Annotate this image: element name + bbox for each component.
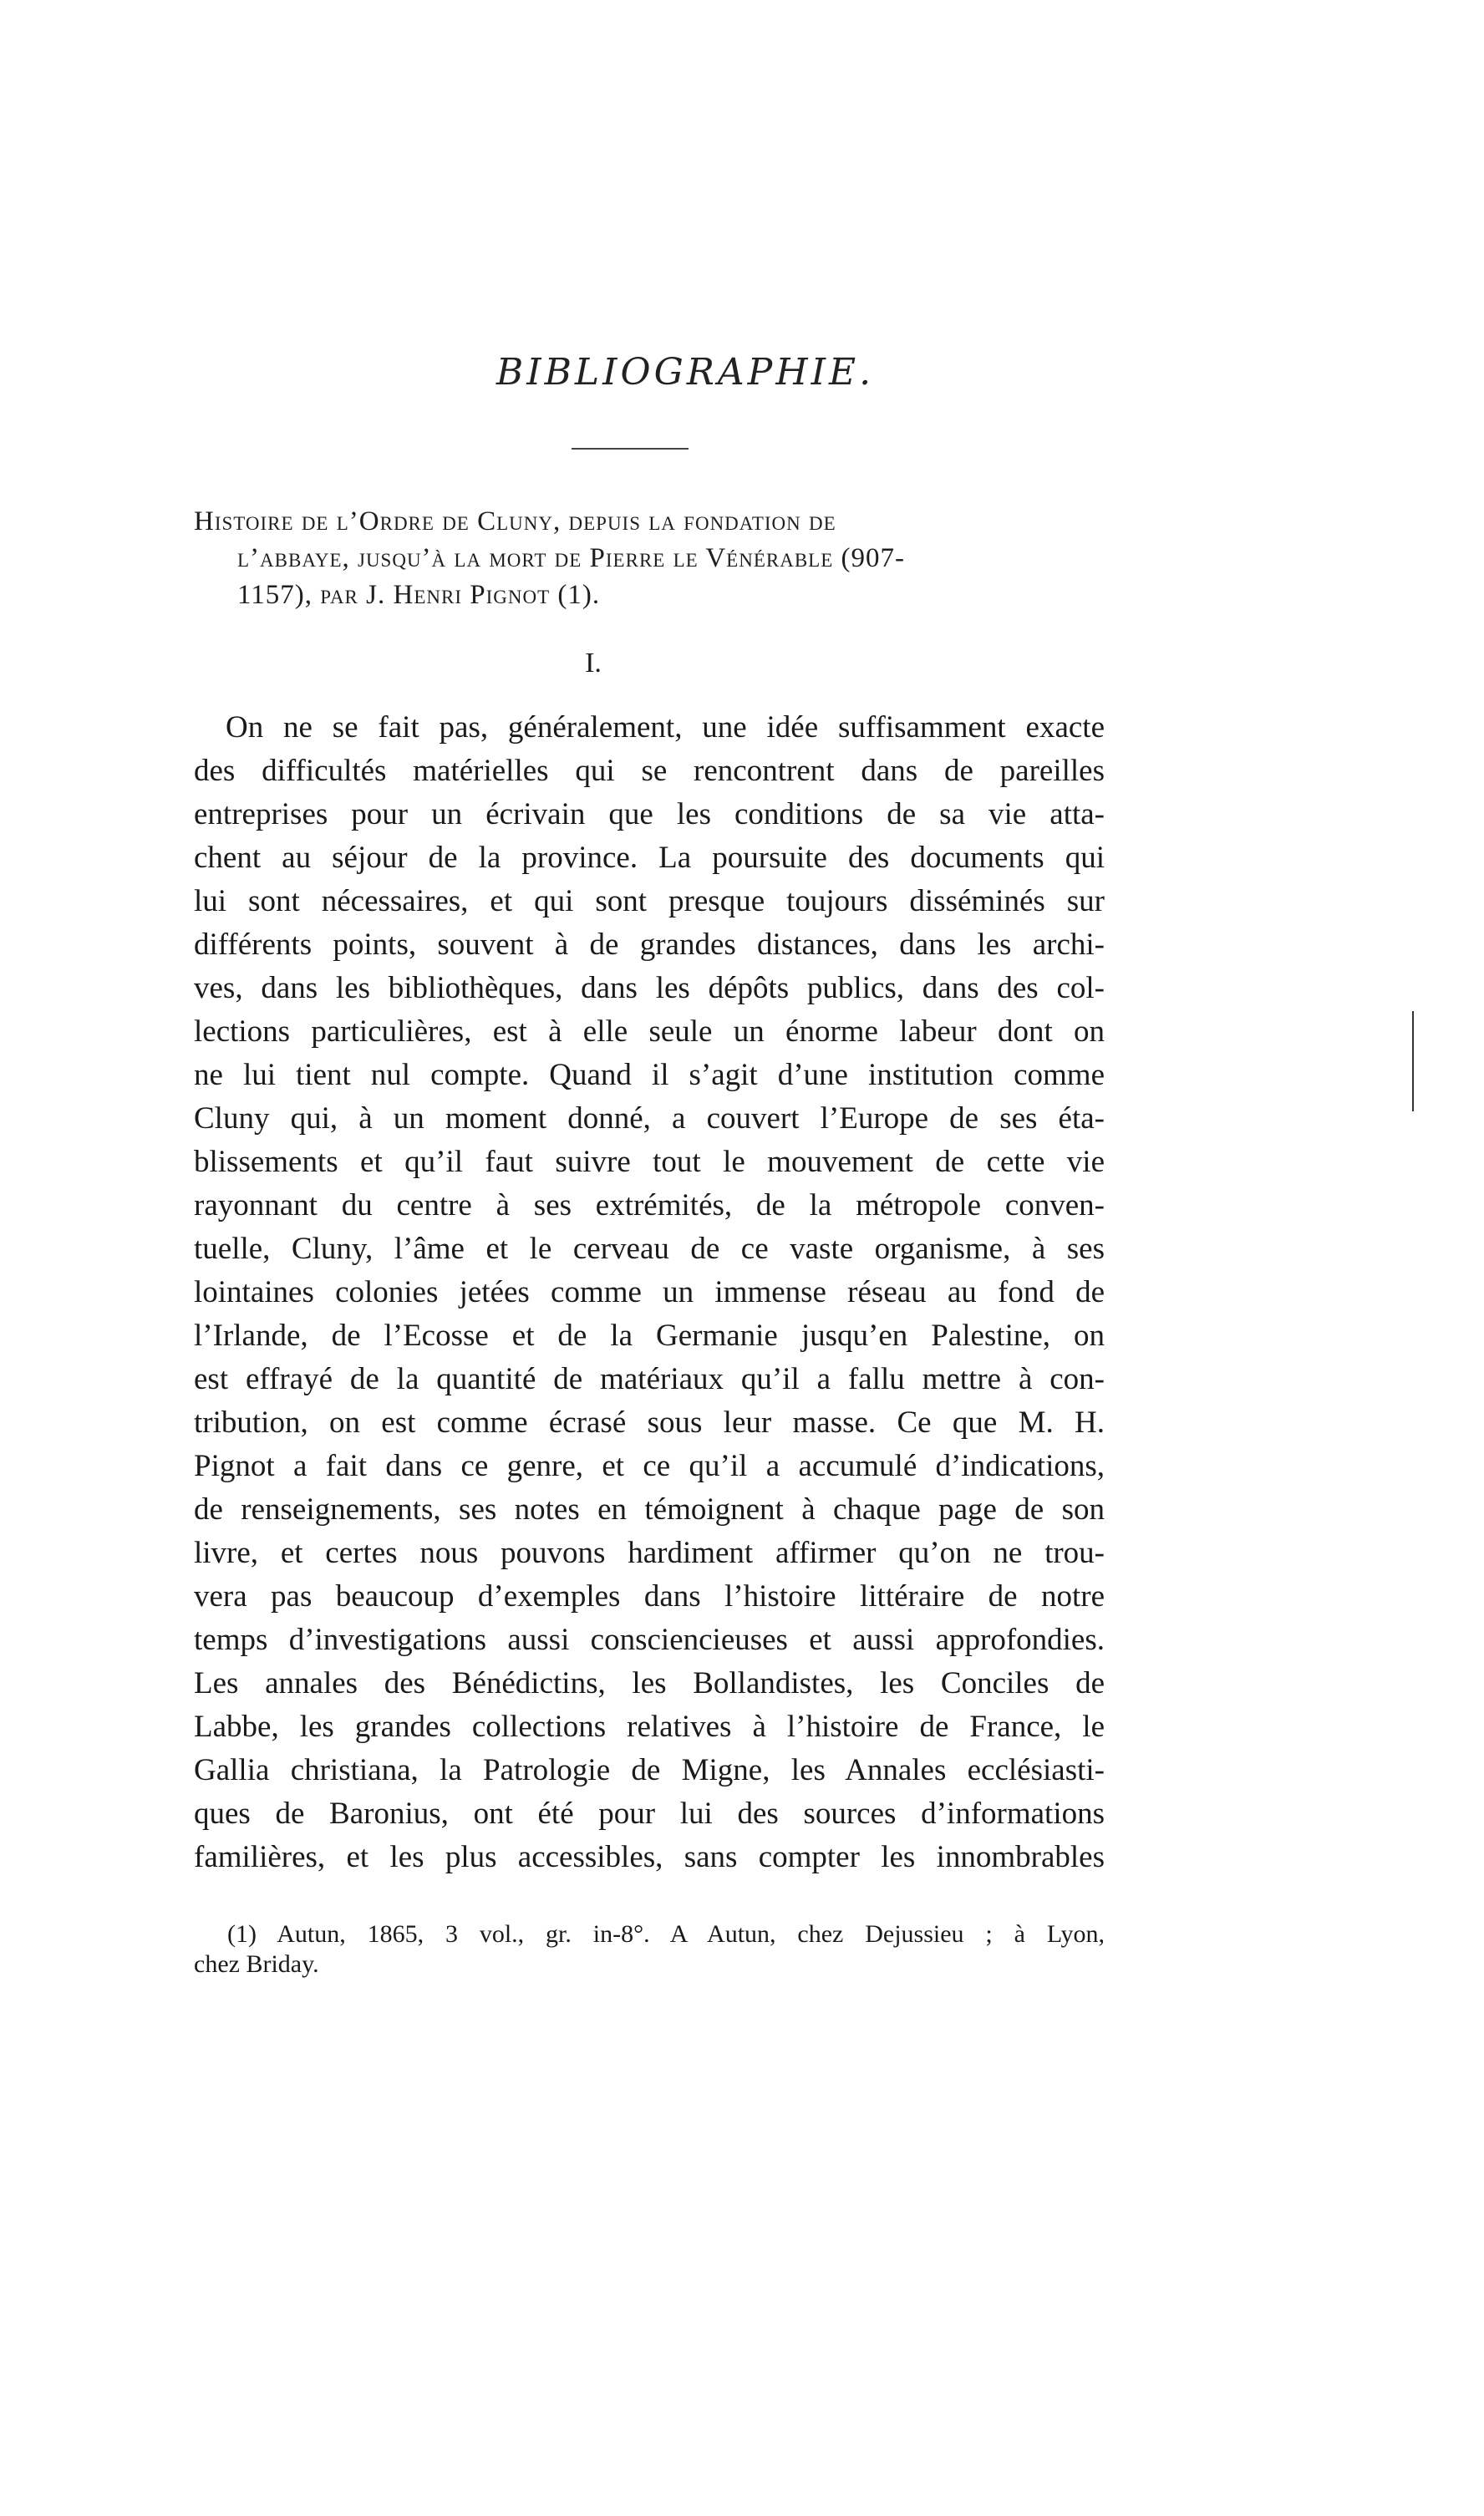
book-heading-line-2: l’abbaye, jusqu’à la mort de Pierre le Vénérable (907- [237, 543, 905, 573]
body-line: chent au séjour de la province. La poursuite des documents qui [194, 841, 1105, 875]
body-line: est effrayé de la quantité de matériaux qu’il a fallu mettre à con- [194, 1362, 1105, 1396]
body-line: lui sont nécessaires, et qui sont presque toujours disséminés sur [194, 884, 1105, 918]
body-line: livre, et certes nous pouvons hardiment affirmer qu’on ne trou- [194, 1536, 1105, 1570]
body-line: tuelle, Cluny, l’âme et le cerveau de ce vaste organisme, à ses [194, 1232, 1105, 1266]
body-line: l’Irlande, de l’Ecosse et de la Germanie jusqu’en Palestine, on [194, 1319, 1105, 1353]
body-line: des difficultés matérielles qui se rencontrent dans de pareilles [194, 754, 1105, 788]
title-divider [572, 448, 689, 450]
body-line: familières, et les plus accessibles, sans compter les innombrables [194, 1840, 1105, 1874]
body-line: Les annales des Bénédictins, les Bollandistes, les Conciles de [194, 1666, 1105, 1700]
footnote [194, 1919, 1105, 1980]
book-heading [194, 503, 1105, 613]
section-title: BIBLIOGRAPHIE. [496, 351, 875, 394]
body-line: lointaines colonies jetées comme un immense réseau au fond de [194, 1275, 1105, 1309]
book-heading-line-1: Histoire de l’Ordre de Cluny, depuis la fondation de [194, 506, 836, 536]
body-line: ne lui tient nul compte. Quand il s’agit d’une institution comme [194, 1058, 1105, 1092]
footnote-line-1: (1) Autun, 1865, 3 vol., gr. in-8°. A Autun, chez Dejussieu ; à Lyon, [227, 1920, 1105, 1948]
body-line: Pignot a fait dans ce genre, et ce qu’il a accumulé d’indications, [194, 1449, 1105, 1483]
body-line: tribution, on est comme écrasé sous leur masse. Ce que M. H. [194, 1405, 1105, 1440]
body-line: rayonnant du centre à ses extrémités, de la métropole conven- [194, 1188, 1105, 1222]
body-line: Gallia christiana, la Patrologie de Migne, les Annales ecclésiasti- [194, 1753, 1105, 1787]
body-line: entreprises pour un écrivain que les conditions de sa vie atta- [194, 797, 1105, 831]
margin-mark [1412, 1011, 1414, 1111]
body-paragraph [194, 706, 1105, 1879]
body-line: Cluny qui, à un moment donné, a couvert l’Europe de ses éta- [194, 1101, 1105, 1136]
body-line: ves, dans les bibliothèques, dans les dépôts publics, dans des col- [194, 971, 1105, 1005]
body-line: Labbe, les grandes collections relatives à l’histoire de France, le [194, 1710, 1105, 1744]
body-line: lections particulières, est à elle seule un énorme labeur dont on [194, 1014, 1105, 1049]
footnote-line-2: chez Briday. [194, 1950, 319, 1978]
body-line: ques de Baronius, ont été pour lui des sources d’informations [194, 1797, 1105, 1831]
body-line: blissements et qu’il faut suivre tout le mouvement de cette vie [194, 1145, 1105, 1179]
body-line: temps d’investigations aussi consciencieuses et aussi approfondies. [194, 1623, 1105, 1657]
book-heading-line-3: 1157), par J. Henri Pignot (1). [237, 580, 601, 610]
body-line: vera pas beaucoup d’exemples dans l’histoire littéraire de notre [194, 1579, 1105, 1614]
chapter-number: I. [585, 648, 602, 679]
body-line: de renseignements, ses notes en témoignent à chaque page de son [194, 1492, 1105, 1527]
body-line: On ne se fait pas, généralement, une idée suffisamment exacte [226, 710, 1105, 745]
body-line: différents points, souvent à de grandes distances, dans les archi- [194, 928, 1105, 962]
